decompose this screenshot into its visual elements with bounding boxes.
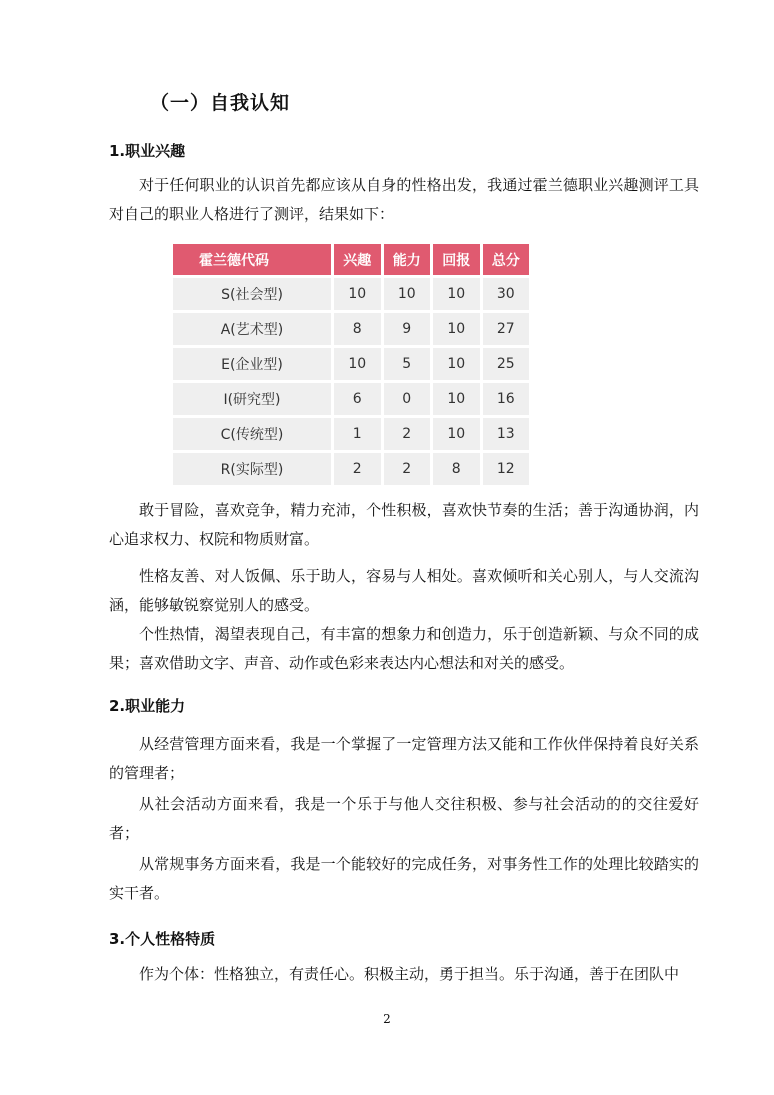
table-cell: 8 [334,313,381,345]
table-cell: 10 [384,278,431,310]
table-cell: 12 [483,453,530,485]
table-cell: 8 [433,453,480,485]
table-cell: 5 [384,348,431,380]
table-header-row [173,244,529,275]
table-cell: 16 [483,383,530,415]
paragraph-social: 性格友善、对人饭佩、乐于助人，容易与人相处。喜欢倾听和关心别人，与人交流沟涵，能够敏锐察觉别人的感受。 [109,567,699,614]
table-cell: 10 [433,278,480,310]
table-cell: 10 [433,418,480,450]
holland-code-table [170,241,532,488]
table-row [173,313,529,345]
holland-table-wrapper [170,241,532,488]
table-header-cell: 霍兰德代码 [173,244,331,275]
table-cell: 6 [334,383,381,415]
table-header-cell: 能力 [384,244,431,275]
table-cell: 10 [433,313,480,345]
page-number: 2 [383,1012,391,1026]
table-cell: 27 [483,313,530,345]
table-cell: 0 [384,383,431,415]
table-row [173,278,529,310]
table-cell: 10 [433,348,480,380]
paragraph-routine-affairs: 从常规事务方面来看，我是一个能较好的完成任务，对事务性工作的处理比较踏实的实干者。 [109,855,699,902]
table-cell: 2 [334,453,381,485]
table-cell: S(社会型) [173,278,331,310]
table-cell: 2 [384,453,431,485]
table-cell: 9 [384,313,431,345]
table-cell: R(实际型) [173,453,331,485]
table-row [173,348,529,380]
heading-career-ability: 2.职业能力 [109,697,186,715]
paragraph-management: 从经营管理方面来看，我是一个掌握了一定管理方法又能和工作伙伴保持着良好关系的管理者； [109,735,699,782]
table-cell: C(传统型) [173,418,331,450]
paragraph-social-activity: 从社会活动方面来看，我是一个乐于与他人交往积极、参与社会活动的的交往爱好者； [109,795,699,842]
table-cell: 1 [334,418,381,450]
table-row [173,383,529,415]
table-header-cell: 总分 [483,244,530,275]
table-header-cell: 兴趣 [334,244,381,275]
paragraph-artistic: 个性热情，渴望表现自己，有丰富的想象力和创造力，乐于创造新颖、与众不同的成果；喜欢借助文字、声音、动作或色彩来表达内心想法和对关的感受。 [109,625,699,672]
table-cell: E(企业型) [173,348,331,380]
table-cell: 30 [483,278,530,310]
table-cell: 2 [384,418,431,450]
table-row [173,418,529,450]
heading-career-interest: 1.职业兴趣 [109,142,186,160]
table-cell: 10 [433,383,480,415]
table-header-cell: 回报 [433,244,480,275]
paragraph-interest-intro: 对于任何职业的认识首先都应该从自身的性格出发，我通过霍兰德职业兴趣测评工具对自己的职业人格进行了测评，结果如下： [109,176,699,223]
section-title: （一）自我认知 [150,92,291,114]
table-cell: 25 [483,348,530,380]
table-cell: 10 [334,278,381,310]
paragraph-enterprising: 敢于冒险，喜欢竞争，精力充沛，个性积极，喜欢快节奏的生活；善于沟通协润，内心追求权力、权院和物质财富。 [109,501,699,548]
table-cell: A(艺术型) [173,313,331,345]
heading-personality-traits: 3.个人性格特质 [109,930,216,948]
table-cell: 13 [483,418,530,450]
paragraph-individual: 作为个体：性格独立，有责任心。积极主动，勇于担当。乐于沟通，善于在团队中 [139,965,680,983]
table-cell: 10 [334,348,381,380]
table-cell: I(研究型) [173,383,331,415]
table-row [173,453,529,485]
